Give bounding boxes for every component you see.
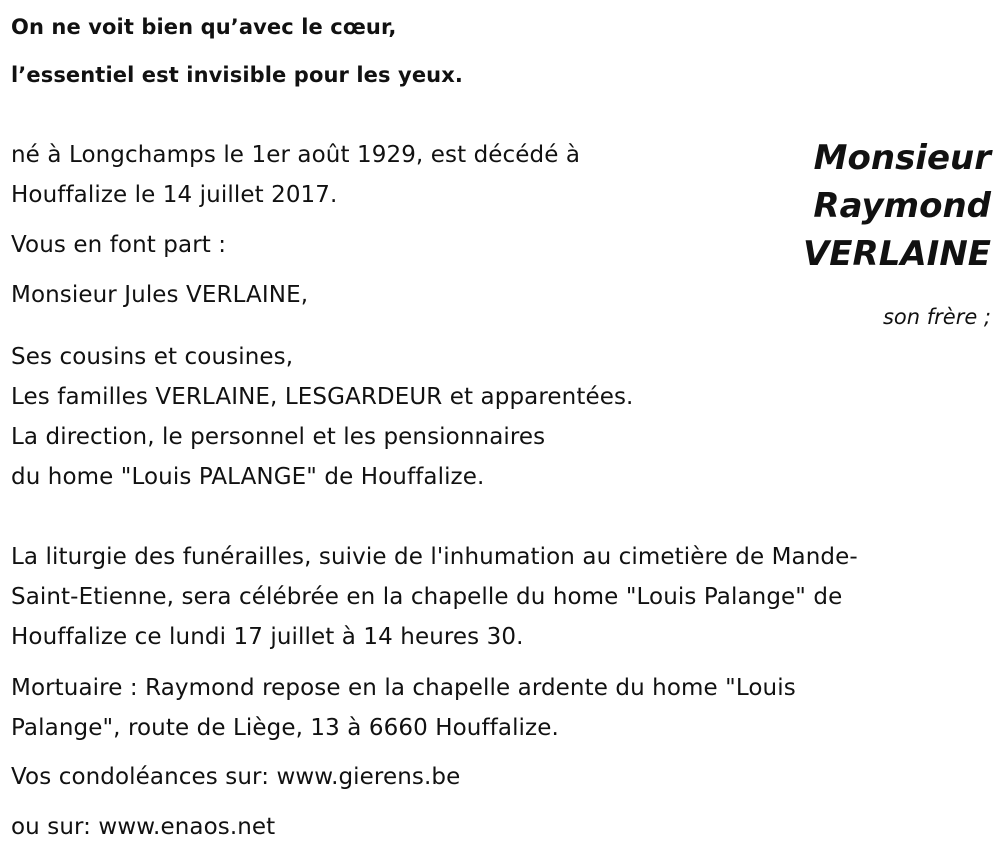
condolences-line-1: Vos condoléances sur: www.gierens.be (11, 764, 461, 790)
family-line: du home "Louis PALANGE" de Houffalize. (11, 464, 485, 490)
birth-death-line-1: né à Longchamps le 1er août 1929, est décédé à (11, 142, 581, 168)
deceased-name (803, 134, 991, 278)
mortuary-line: Palange", route de Liège, 13 à 6660 Houffalize. (11, 715, 559, 741)
announce-text: Vous en font part : (11, 232, 227, 258)
funeral-line: Saint-Etienne, sera célébrée en la chapelle du home "Louis Palange" de (11, 584, 843, 610)
quote-line-2: l’essentiel est invisible pour les yeux. (11, 63, 463, 87)
quote-line-1: On ne voit bien qu’avec le cœur, (11, 15, 397, 39)
condolences-line-2: ou sur: www.enaos.net (11, 814, 276, 840)
mortuary-line: Mortuaire : Raymond repose en la chapelle ardente du home "Louis (11, 675, 796, 701)
family-line: Ses cousins et cousines, (11, 344, 294, 370)
family-line: Les familles VERLAINE, LESGARDEUR et apparentées. (11, 384, 634, 410)
deceased-title: Monsieur (813, 138, 991, 178)
deceased-last-name: VERLAINE (802, 234, 991, 274)
funeral-line: Houffalize ce lundi 17 juillet à 14 heures 30. (11, 624, 524, 650)
brother-name: Monsieur Jules VERLAINE, (11, 282, 309, 308)
family-line: La direction, le personnel et les pensionnaires (11, 424, 546, 450)
brother-relation: son frère ; (882, 305, 991, 329)
deceased-first-name: Raymond (813, 186, 991, 226)
birth-death-line-2: Houffalize le 14 juillet 2017. (11, 182, 338, 208)
funeral-line: La liturgie des funérailles, suivie de l'inhumation au cimetière de Mande- (11, 544, 858, 570)
